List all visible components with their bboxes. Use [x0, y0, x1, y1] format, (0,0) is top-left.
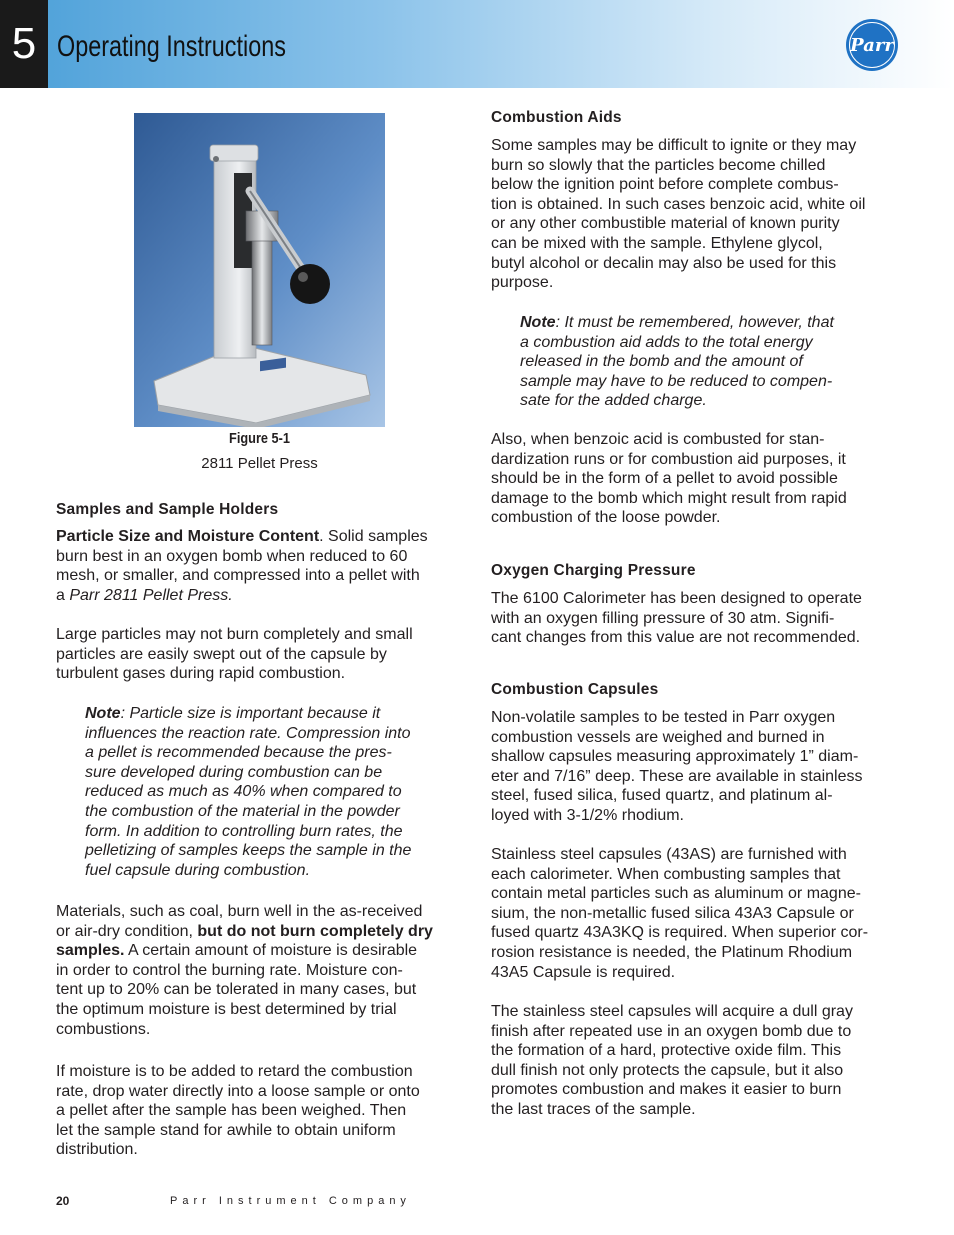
text-line: dull finish not only protects the capsule, but it also	[491, 1061, 844, 1079]
particle-note	[85, 704, 411, 880]
particle-bold: Particle Size and Moisture Content	[56, 528, 320, 545]
chapter-title: Operating Instructions	[57, 30, 286, 63]
text-line: combustions.	[56, 1020, 151, 1038]
text-line: released in the bomb and the amount of	[520, 353, 803, 371]
lever-knob	[290, 264, 330, 304]
text-line: the optimum moisture is best determined by trial	[56, 1000, 397, 1018]
text-line: loyed with 3-1/2% rhodium.	[491, 806, 684, 824]
text-line: A certain amount of moisture is desirable	[124, 942, 418, 960]
text-line: Stainless steel capsules (43AS) are furnished with	[491, 846, 847, 863]
text-line: tent up to 20% can be tolerated in many cases, but	[56, 981, 417, 999]
large-particles-paragraph	[56, 625, 413, 684]
text-line: combustion vessels are weighed and burned in	[491, 728, 825, 746]
dry-warning-end: samples.	[56, 942, 125, 960]
column-screw	[213, 156, 219, 162]
text-line: below the ignition point before complete combus-	[491, 176, 839, 194]
text-line: pelletizing of samples keeps the sample in the	[85, 842, 412, 860]
text-line: butyl alcohol or decalin may also be used for this	[491, 254, 837, 272]
text-line: dardization runs or for combustion aid purposes, it	[491, 450, 846, 468]
moisture-paragraph	[56, 1062, 420, 1160]
text-line: sate for the added charge.	[520, 392, 707, 410]
text-line: Also, when benzoic acid is combusted for stan-	[491, 431, 825, 448]
stainless-capsules-paragraph	[491, 845, 868, 982]
text-line: let the sample stand for awhile to obtain uniform	[56, 1121, 396, 1139]
text-line: 43A5 Capsule is required.	[491, 963, 676, 981]
dull-finish-paragraph	[491, 1002, 853, 1120]
text-line: Materials, such as coal, burn well in the as-received	[56, 903, 423, 920]
text-line: influences the reaction rate. Compression into	[85, 724, 411, 742]
text-line: burn so slowly that the particles become chilled	[491, 156, 826, 174]
combustion-capsules-heading: Combustion Capsules	[491, 681, 659, 698]
text-line: tion is obtained. In such cases benzoic acid, white oil	[491, 195, 866, 213]
combustion-aid-note	[520, 313, 834, 411]
text-line: cant changes from this value are not recommended.	[491, 629, 861, 647]
page-number: 20	[56, 1194, 70, 1208]
text-line: each calorimeter. When combusting samples that	[491, 865, 841, 883]
text-line: should be in the form of a pellet to avoid possible	[491, 470, 838, 488]
company-name: Parr Instrument Company	[170, 1195, 411, 1207]
text-line: mesh, or smaller, and compressed into a pellet with	[56, 567, 420, 585]
capsules-paragraph	[491, 708, 863, 826]
text-line: rosion resistance is needed, the Platinum Rhodium	[491, 943, 853, 961]
text-line: finish after repeated use in an oxygen bomb due to	[491, 1022, 852, 1040]
text-line: The 6100 Calorimeter has been designed to operate	[491, 590, 862, 607]
pellet-press-photo	[134, 113, 385, 427]
text-line: reduced as much as 40% when compared to	[85, 783, 402, 801]
text-line: fuel capsule during combustion.	[85, 861, 311, 879]
text-line: form. In addition to controlling burn rates, the	[85, 822, 403, 840]
text-line: rate, drop water directly into a loose sample or onto	[56, 1082, 420, 1100]
text-line: particles are easily swept out of the capsule by	[56, 645, 387, 663]
text-line: sample may have to be reduced to compen-	[520, 372, 833, 390]
text-line: contain metal particles such as aluminum or magne-	[491, 885, 861, 903]
text-line: a pellet after the sample has been weighed. Then	[56, 1102, 407, 1120]
materials-paragraph	[56, 902, 433, 1039]
text-line: fused quartz 43A3KQ is required. When superior cor-	[491, 924, 869, 942]
press-ram	[252, 235, 272, 345]
oxygen-pressure-paragraph	[491, 589, 862, 648]
oxygen-pressure-heading: Oxygen Charging Pressure	[491, 562, 696, 579]
combustion-aids-heading: Combustion Aids	[491, 109, 622, 126]
text-line: : Particle size is important because it	[120, 705, 381, 722]
text-line: If moisture is to be added to retard the combustion	[56, 1063, 413, 1080]
figure-label: Figure 5-1	[229, 430, 290, 447]
text-line: . Solid samples	[319, 528, 428, 545]
text-line: The stainless steel capsules will acquire a dull gray	[491, 1003, 853, 1020]
note-label: Note	[85, 705, 121, 722]
text-line: the combustion of the material in the powder	[85, 802, 400, 820]
chapter-number: 5	[11, 19, 37, 68]
text-line: a combustion aid adds to the total energy	[520, 333, 813, 351]
benzoic-acid-paragraph	[491, 430, 847, 528]
text-line: or any other combustible material of known purity	[491, 215, 840, 233]
text-line: sure developed during combustion can be	[85, 763, 383, 781]
text-line: : It must be remembered, however, that	[555, 314, 834, 331]
text-line: or air-dry condition,	[56, 922, 198, 940]
text-line: Non-volatile samples to be tested in Parr oxygen	[491, 709, 836, 726]
text-line: the last traces of the sample.	[491, 1100, 696, 1118]
dry-warning: but do not burn completely dry	[197, 922, 433, 940]
text-line: turbulent gases during rapid combustion.	[56, 665, 346, 683]
pellet-press-reference: Parr 2811 Pellet Press.	[69, 586, 233, 604]
particle-paragraph	[56, 527, 428, 605]
note-label: Note	[520, 314, 556, 331]
text-line: sium, the non-metallic fused silica 43A3 Capsule or	[491, 904, 854, 922]
text-line: promotes combustion and makes it easier to burn	[491, 1081, 842, 1099]
text-line: in order to control the burning rate. Moisture con-	[56, 961, 403, 979]
text-line: steel, fused silica, fused quartz, and platinum al-	[491, 787, 833, 805]
chapter-number-box	[0, 0, 48, 88]
page-header	[0, 0, 954, 88]
knob-highlight	[298, 272, 308, 282]
text-line: a pellet is recommended because the pres-	[85, 744, 392, 762]
text-line: the formation of a hard, protective oxide film. This	[491, 1042, 842, 1060]
text-line: shallow capsules measuring approximately 1” diam-	[491, 748, 859, 766]
text-line: eter and 7/16” deep. These are available in stainless	[491, 767, 863, 785]
text-line: with an oxygen filling pressure of 30 atm. Signifi-	[491, 609, 835, 627]
text-line: can be mixed with the sample. Ethylene glycol,	[491, 234, 823, 252]
text-line: combustion of the loose powder.	[491, 509, 721, 527]
figure-caption: 2811 Pellet Press	[201, 455, 318, 472]
text-line: Large particles may not burn completely and small	[56, 626, 413, 643]
text-line: a	[56, 586, 70, 604]
text-line: Some samples may be difficult to ignite or they may	[491, 137, 857, 154]
logo-text: Parr	[850, 35, 894, 56]
text-line: burn best in an oxygen bomb when reduced to 60	[56, 547, 408, 565]
text-line: purpose.	[491, 274, 554, 292]
combustion-aids-paragraph	[491, 136, 865, 293]
samples-heading: Samples and Sample Holders	[56, 501, 279, 518]
parr-logo	[845, 18, 899, 72]
text-line: distribution.	[56, 1141, 138, 1159]
text-line: damage to the bomb which might result from rapid	[491, 489, 847, 507]
